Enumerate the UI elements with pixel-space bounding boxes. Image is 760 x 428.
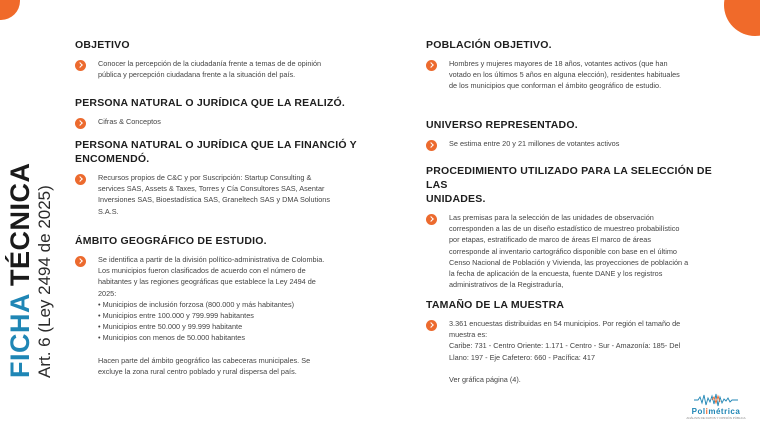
text-spacer: [449, 363, 680, 374]
text-ambito: [98, 254, 324, 377]
text-line: Los municipios fueron clasificados de acuerdo con el número de: [98, 266, 306, 276]
text-line: votado en los últimos 5 años en alguna elección), residentes habituales: [449, 70, 680, 80]
item-persona-financio: [75, 172, 375, 217]
side-title: [5, 138, 65, 378]
text-universo: [449, 138, 619, 149]
text-procedimiento: [449, 212, 688, 290]
item-universo: [426, 138, 722, 151]
text-line: administrativos de la Registraduría,: [449, 280, 564, 290]
right-column: [426, 38, 722, 385]
item-persona-realizo: [75, 116, 375, 129]
text-line: • Municipios entre 100.000 y 799.999 habitantes: [98, 311, 254, 321]
arrow-bullet-icon: [75, 256, 86, 267]
section-ambito: [75, 234, 375, 377]
polimetrica-logo: [686, 393, 746, 420]
text-line: Conocer la percepción de la ciudadanía frente a temas de de opinión: [98, 59, 322, 68]
section-tamano: [426, 298, 722, 385]
text-line: la fecha de aplicación de la encuesta, fuente DANE y los registros: [449, 269, 663, 279]
text-poblacion: [449, 58, 680, 92]
heading-persona-financio: [75, 138, 375, 166]
text-line: corresponden a las de un diseño estadístico de muestreo probabilístico: [449, 224, 680, 234]
item-ambito: [75, 254, 375, 377]
heading-universo: UNIVERSO REPRESENTADO.: [426, 119, 578, 131]
heading-poblacion: POBLACIÓN OBJETIVO.: [426, 39, 552, 51]
text-line: habitantes y las regiones geográficas que establece la Ley 2494 de: [98, 277, 316, 287]
text-line: excluye la zona rural centro poblado y rural dispersa del país.: [98, 366, 297, 376]
heading-line: UNIDADES.: [426, 193, 486, 205]
text-line: services SAS, Assets & Taxes, Torres y Cía Consultores SAS, Asentar: [98, 184, 325, 194]
text-line: de los municipios que conforman el ámbito geográfico de estudio.: [449, 81, 662, 91]
section-persona-financio: [75, 138, 375, 234]
arrow-bullet-icon: [426, 60, 437, 71]
text-line: • Municipios con menos de 50.000 habitantes: [98, 333, 245, 343]
text-line: Hombres y mujeres mayores de 18 años, votantes activos (que han: [449, 59, 668, 68]
text-line: S.A.S.: [98, 206, 119, 216]
heading-line: PROCEDIMIENTO UTILIZADO PARA LA SELECCIÓN DE LAS: [426, 165, 712, 191]
title-ficha: FICHA: [5, 286, 35, 378]
logo-name-part: métrica: [708, 407, 741, 416]
heading-ambito: ÁMBITO GEOGRÁFICO DE ESTUDIO.: [75, 235, 267, 247]
arrow-bullet-icon: [75, 60, 86, 71]
left-column: [75, 38, 375, 377]
text-line: Llano: 197 - Eje Cafetero: 660 - Pacífica: 417: [449, 352, 596, 362]
corner-decoration-left: [0, 0, 20, 20]
text-line: pública y percepción ciudadana frente a la situación del país.: [98, 70, 296, 80]
item-tamano: [426, 318, 722, 385]
arrow-bullet-icon: [426, 140, 437, 151]
text-line: Caribe: 731 - Centro Oriente: 1.171 - Centro - Sur - Amazonía: 185- Del: [449, 341, 681, 351]
heading-persona-realizo: PERSONA NATURAL O JURÍDICA QUE LA REALIZÓ.: [75, 97, 345, 109]
item-poblacion: [426, 58, 722, 92]
title-tecnica: TÉCNICA: [5, 162, 35, 286]
text-line: Recursos propios de C&C y por Suscripción: Startup Consulting &: [98, 173, 312, 182]
text-line: muestra es:: [449, 330, 488, 340]
arrow-bullet-icon: [426, 320, 437, 331]
text-line: 2025:: [98, 288, 117, 298]
text-spacer: [98, 344, 324, 355]
corner-decoration-right: [724, 0, 760, 36]
text-line: Las premisas para la selección de las unidades de observación: [449, 213, 654, 222]
text-persona-financio: [98, 172, 330, 217]
text-persona-realizo: [98, 116, 161, 127]
heading-procedimiento: [426, 164, 722, 206]
heading-tamano: TAMAÑO DE LA MUESTRA: [426, 299, 565, 311]
text-line: Censo Nacional de Población y Vivienda, las proyecciones de población a: [449, 257, 689, 267]
text-line: 3.361 encuestas distribuidas en 54 municipios. Por región el tamaño de: [449, 319, 681, 328]
heading-line: PERSONA NATURAL O JURÍDICA QUE LA FINANCIÓ Y: [75, 139, 357, 151]
side-title-main: [5, 138, 35, 378]
heading-objetivo: OBJETIVO: [75, 39, 130, 51]
section-procedimiento: [426, 164, 722, 298]
heading-line: ENCOMENDÓ.: [75, 153, 150, 165]
text-line: • Municipios entre 50.000 y 99.999 habitante: [98, 322, 243, 332]
section-universo: [426, 118, 722, 164]
item-procedimiento: [426, 212, 722, 290]
logo-name: [686, 407, 746, 416]
logo-name-accent: i: [705, 407, 709, 416]
item-objetivo: [75, 58, 375, 80]
waveform-icon: [694, 393, 738, 407]
logo-name-part: Pol: [691, 407, 706, 416]
text-line: corresponde al inventario cartográfico disponible con base en el último: [449, 246, 677, 256]
logo-tagline: ANÁLISIS DE DATOS Y OPINIÓN PÚBLICA: [686, 416, 746, 420]
text-line: Hacen parte del ámbito geográfico las cabeceras municipales. Se: [98, 355, 311, 365]
text-line: Inversiones SAS, Bioestadística SAS, Graneltech SAS y DMA Solutions: [98, 195, 330, 205]
section-objetivo: [75, 38, 375, 96]
side-subtitle: Art. 6 (Ley 2494 de 2025): [35, 185, 54, 378]
arrow-bullet-icon: [426, 214, 437, 225]
arrow-bullet-icon: [75, 118, 86, 129]
text-line: Se identifica a partir de la división político-administrativa de Colombia.: [98, 255, 325, 264]
text-line: Ver gráfica página (4).: [449, 374, 521, 384]
text-objetivo: [98, 58, 321, 80]
text-line: • Municipios de inclusión forzosa (800.000 y más habitantes): [98, 299, 295, 309]
arrow-bullet-icon: [75, 174, 86, 185]
text-line: por etapas, estratificado de marco de áreas El marco de áreas: [449, 235, 651, 245]
text-line: Se estima entre 20 y 21 millones de votantes activos: [449, 139, 620, 148]
text-line: Cifras & Conceptos: [98, 117, 161, 126]
section-poblacion: [426, 38, 722, 118]
section-persona-realizo: [75, 96, 375, 138]
text-tamano: [449, 318, 680, 385]
